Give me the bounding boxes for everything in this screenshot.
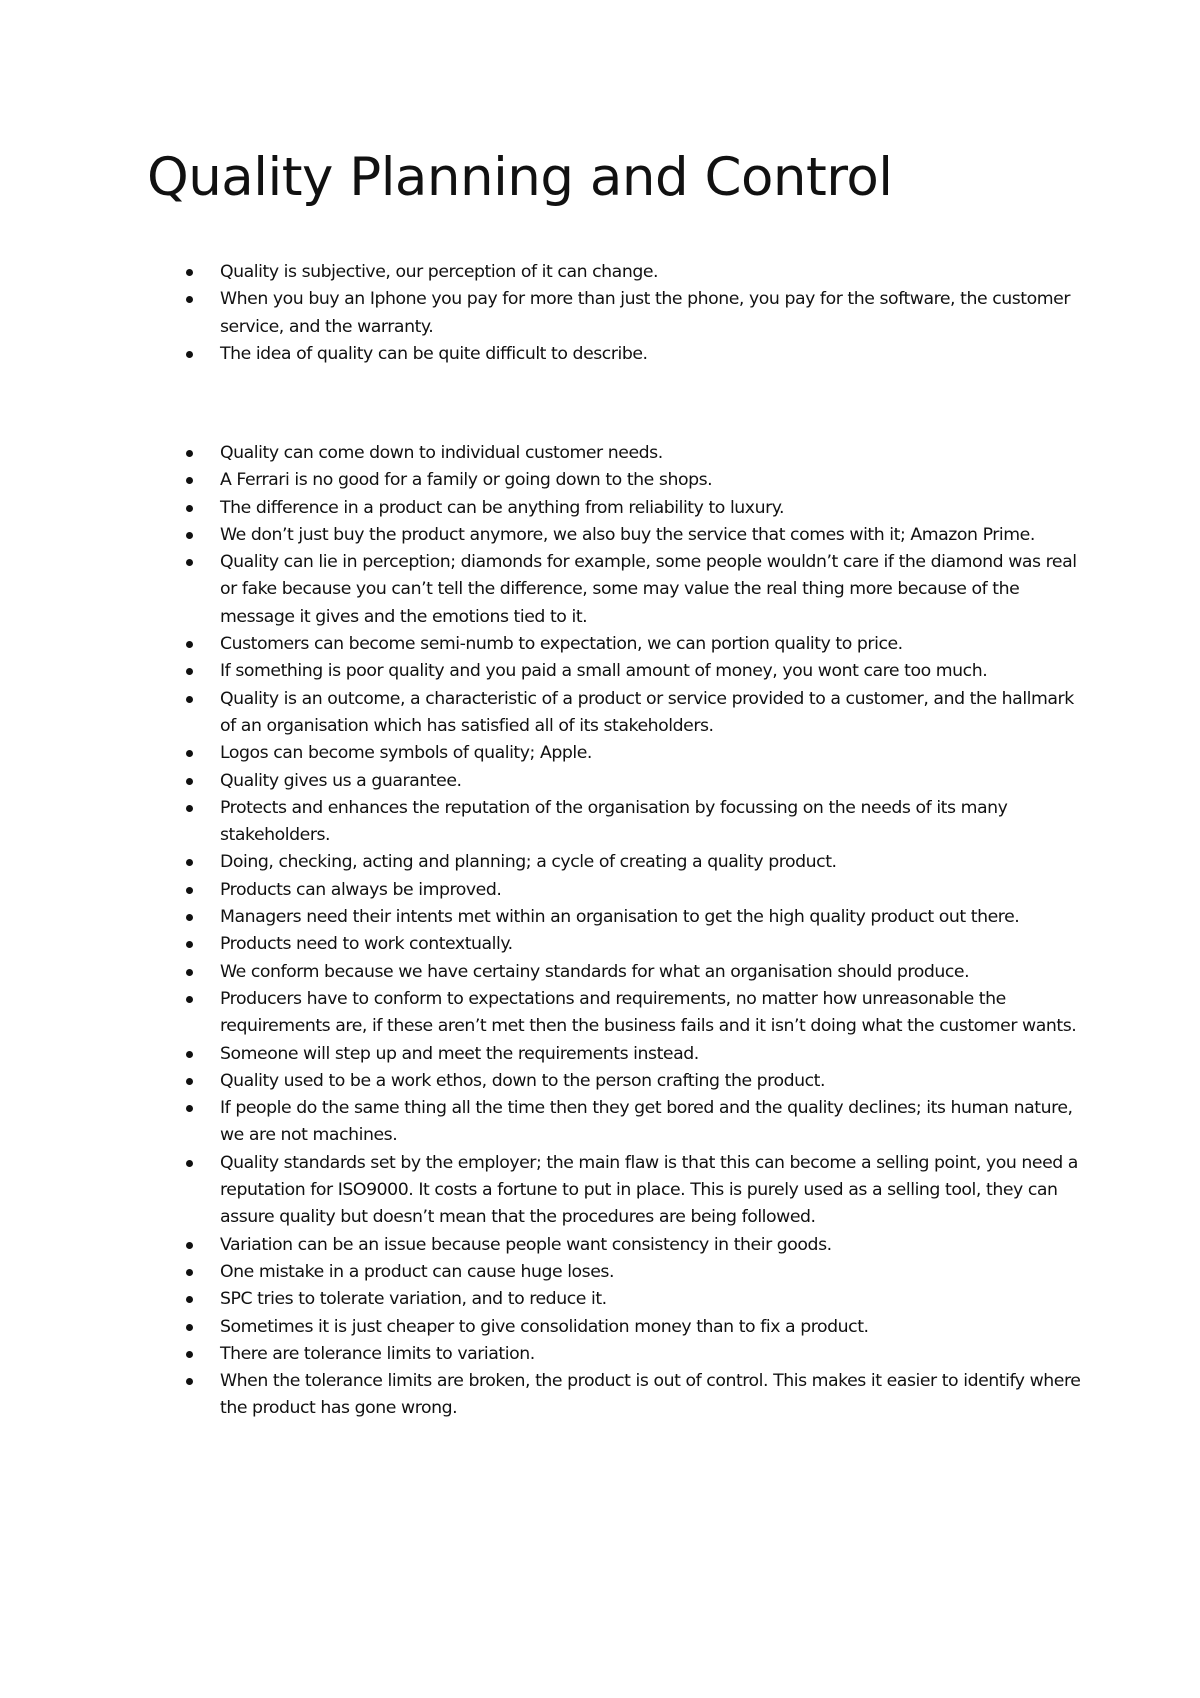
list-item — [0, 768, 1082, 795]
bullet-icon — [186, 805, 193, 812]
list-item — [0, 877, 1082, 904]
bullet-icon — [186, 505, 193, 512]
bullet-list-intro — [0, 259, 1082, 368]
list-item-text: Variation can be an issue because people want consistency in their goods. — [220, 1234, 832, 1255]
list-item-text: When the tolerance limits are broken, the product is out of control. This makes it easier to identify where the product has gone wrong. — [220, 1371, 1081, 1419]
bullet-icon — [186, 641, 193, 648]
list-item-text: Managers need their intents met within an organisation to get the high quality product out there. — [220, 907, 1020, 928]
list-item-text: Quality is an outcome, a characteristic of a product or service provided to a customer, and the hallmark of an organisation which has satisfied all of its stakeholders. — [220, 688, 1074, 736]
list-item-text: Products can always be improved. — [220, 879, 502, 900]
list-item — [0, 1068, 1082, 1095]
bullet-icon — [186, 996, 193, 1003]
list-item — [0, 631, 1082, 658]
list-item — [0, 931, 1082, 958]
list-item — [0, 740, 1082, 767]
list-item-text: If something is poor quality and you paid a small amount of money, you wont care too much. — [220, 661, 988, 682]
list-item — [0, 904, 1082, 931]
list-item — [0, 522, 1082, 549]
list-item — [0, 341, 1082, 368]
list-item — [0, 1041, 1082, 1068]
bullet-icon — [186, 1269, 193, 1276]
bullet-icon — [186, 778, 193, 785]
list-item-text: Doing, checking, acting and planning; a cycle of creating a quality product. — [220, 852, 837, 873]
list-item-text: We don’t just buy the product anymore, we also buy the service that comes with it; Amazon Prime. — [220, 524, 1035, 545]
bullet-icon — [186, 887, 193, 894]
list-item-text: Sometimes it is just cheaper to give consolidation money than to fix a product. — [220, 1316, 869, 1337]
list-item-text: When you buy an Iphone you pay for more than just the phone, you pay for the software, the customer service, and the warranty. — [220, 289, 1070, 337]
bullet-icon — [186, 296, 193, 303]
list-item — [0, 1286, 1082, 1313]
bullet-icon — [186, 1078, 193, 1085]
list-item-text: Quality used to be a work ethos, down to the person crafting the product. — [220, 1070, 826, 1091]
list-item-text: One mistake in a product can cause huge loses. — [220, 1261, 615, 1282]
list-item-text: Quality can come down to individual customer needs. — [220, 443, 663, 463]
bullet-icon — [186, 1351, 193, 1358]
list-item-text: Producers have to conform to expectations and requirements, no matter how unreasonable the requirements are, if these aren’t met then the business fails and it isn’t doing what the customer wants. — [220, 988, 1077, 1037]
list-item — [0, 1232, 1082, 1259]
bullet-icon — [186, 941, 193, 948]
bullet-icon — [186, 859, 193, 866]
bullet-icon — [186, 559, 193, 566]
bullet-icon — [186, 1378, 193, 1385]
bullet-icon — [186, 969, 193, 976]
bullet-icon — [186, 696, 193, 703]
document-title: Quality Planning and Control — [147, 147, 893, 208]
list-item-text: SPC tries to tolerate variation, and to reduce it. — [220, 1289, 607, 1310]
list-item — [0, 795, 1082, 850]
list-item-text: Quality is subjective, our perception of it can change. — [220, 262, 659, 282]
list-item-text: We conform because we have certainy standards for what an organisation should produce. — [220, 961, 970, 982]
list-item — [0, 495, 1082, 522]
bullet-icon — [186, 914, 193, 921]
list-item — [0, 986, 1082, 1041]
bullet-icon — [186, 351, 193, 358]
list-item-text: Quality standards set by the employer; the main flaw is that this can become a selling point, you need a reputation for ISO9000. It costs a fortune to put in place. This is purely used as a selling tool, they can assure quality but doesn’t mean that the procedures are being followed. — [220, 1152, 1078, 1228]
bullet-icon — [186, 1160, 193, 1167]
list-item-text: There are tolerance limits to variation. — [220, 1343, 535, 1364]
list-item-text: Products need to work contextually. — [220, 934, 513, 955]
list-item — [0, 686, 1082, 741]
bullet-icon — [186, 1242, 193, 1249]
list-item-text: A Ferrari is no good for a family or going down to the shops. — [220, 470, 713, 491]
list-item — [0, 1150, 1082, 1232]
list-item — [0, 1259, 1082, 1286]
list-item-text: Customers can become semi-numb to expectation, we can portion quality to price. — [220, 634, 903, 655]
bullet-list-notes — [0, 440, 1082, 1423]
list-item-text: Quality gives us a guarantee. — [220, 770, 462, 791]
bullet-icon — [186, 1296, 193, 1303]
bullet-icon — [186, 1324, 193, 1331]
list-item-text: The difference in a product can be anything from reliability to luxury. — [220, 497, 785, 518]
bullet-icon — [186, 450, 193, 457]
list-item — [0, 1095, 1082, 1150]
list-item — [0, 1368, 1082, 1423]
list-item-text: If people do the same thing all the time then they get bored and the quality declines; its human nature, we are not machines. — [220, 1098, 1073, 1146]
list-item — [0, 849, 1082, 876]
list-item-text: Protects and enhances the reputation of the organisation by focussing on the needs of its many stakeholders. — [220, 797, 1008, 846]
list-item-text: Quality can lie in perception; diamonds for example, some people wouldn’t care if the diamond was real or fake because you can’t tell the difference, some may value the real thing more because of the message it gives and the emotions tied to it. — [220, 552, 1077, 627]
list-item — [0, 549, 1082, 631]
list-item — [0, 440, 1082, 467]
bullet-icon — [186, 668, 193, 675]
list-item-text: Someone will step up and meet the requirements instead. — [220, 1043, 699, 1064]
list-item — [0, 467, 1082, 494]
bullet-icon — [186, 750, 193, 757]
list-item — [0, 286, 1082, 341]
list-item-text: Logos can become symbols of quality; Apple. — [220, 743, 592, 764]
list-item — [0, 259, 1082, 286]
bullet-icon — [186, 1051, 193, 1058]
list-item — [0, 1314, 1082, 1341]
bullet-icon — [186, 1105, 193, 1112]
list-item — [0, 658, 1082, 685]
bullet-icon — [186, 477, 193, 484]
list-item-text: The idea of quality can be quite difficult to describe. — [220, 343, 648, 364]
list-item — [0, 959, 1082, 986]
bullet-icon — [186, 532, 193, 539]
bullet-icon — [186, 269, 193, 276]
list-item — [0, 1341, 1082, 1368]
